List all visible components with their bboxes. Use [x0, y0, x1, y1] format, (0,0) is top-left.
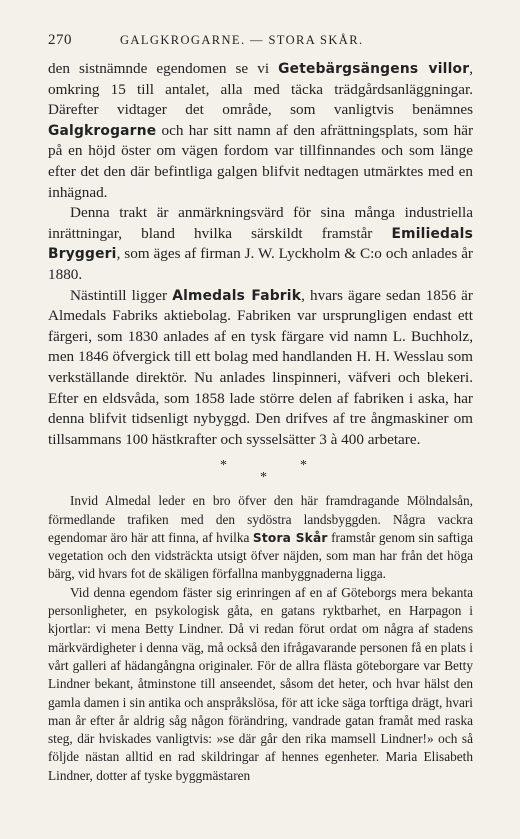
paragraph-text: , som äges af firman J. W. Lyckholm & C:o och anlades år 1880. — [48, 245, 473, 283]
paragraph-text: framstår genom sin saftiga vegetation och den vidsträckta utsigt öfver näjden, som man har från det höga bärg, vid hvars fot de skäligen förfallna manbyggnaderna ligga. — [48, 529, 473, 582]
paragraph — [48, 492, 473, 583]
bold-term: Almedals Fabrik — [172, 287, 302, 304]
bold-term: Getebärgsängens villor — [278, 61, 470, 77]
paragraph-text: och har sitt namn af den afrättningsplats, som här på en höjd öster om vägen fordom var tillfinnandes och som länge efter det den där befintliga galgen blifvit nedtagen utmärktes med en inhägnad. — [48, 121, 473, 201]
bold-term: Galgkrogarne — [48, 122, 157, 139]
paragraph — [48, 584, 473, 785]
small-print-text — [48, 492, 473, 785]
paragraph-text: , omkring 15 till antalet, alla med täcka trädgårdsanläggningar. Därefter vidtager det område, som vanligtvis benämnes — [48, 60, 474, 119]
main-text — [48, 59, 473, 450]
page-header — [48, 32, 473, 49]
paragraph-text: Denna trakt är anmärkningsvärd för sina många industriella inrättningar, bland hvilka särskildt framstår — [48, 204, 473, 242]
asterisk: * — [260, 470, 267, 486]
paragraph — [48, 203, 473, 285]
bold-term: Emiliedals Bryggeri — [48, 225, 473, 263]
paragraph-text: Invid Almedal leder en bro öfver den här framdragande Mölndalsån, förmedlande trafiken med den sydöstra landsbyggden. Några vackra egendomar äro här att finna, af hvilka — [48, 493, 473, 545]
section-divider — [48, 458, 473, 492]
paragraph — [48, 286, 473, 451]
paragraph — [48, 59, 473, 203]
running-title: GALGKROGARNE. — STORA SKÅR. — [120, 33, 364, 47]
asterisk: * — [300, 458, 307, 474]
bold-term: Stora Skår — [252, 530, 328, 545]
paragraph-text: den sistnämnde egendomen se vi — [48, 60, 279, 77]
paragraph-text: Vid denna egendom fäster sig erinringen af en af Göteborgs mera bekanta personligheter, en psykologisk gåta, en gatans ryktbarhet, en Harpagon i kjortlar: vi mena Betty Lindner. Då vi redan förut ordat om några af stadens märkvärdigheter i denna väg, må också den ifrågavarande personen få en plats i vårt galleri af hädangångna originaler. För de allra flästa göteborgare var Betty Lindner bekant, åtminstone till anseendet, såsom det heter, och hvar hälst den gamla damen i sin antika och anspråkslösa, för att icke säga torftiga drägt, hvari man år efter år aldrig såg någon förändring, vandrade gatan framåt med raska steg, där hviskades vanligtvis: »se där går den rika mamsell Lindner!» och så följde nästan alltid en rad skildringar af hennes egenheter. Maria Elisabeth Lindner, dotter af tyske byggmästaren — [48, 584, 473, 783]
book-page — [48, 32, 473, 785]
asterisk: * — [220, 458, 227, 474]
paragraph-text: , hvars ägare sedan 1856 är Almedals Fabriks aktiebolag. Fabriken var ursprungligen endast ett färgeri, som 1830 anlades af en tysk färgare vid namn L. Buchholz, men 1846 öfvergick till ett bolag med handlanden H. H. Wesslau som verkställande direktör. Nu anlades linspinneri, väfveri och blekeri. Efter en eldsvåda, som 1858 lade större delen af fabriken i aska, har denna blifvit tidsenligt nybyggd. Den drifves af tre ångmaskiner om tillsammans 100 hästkrafter och sysselsätter 3 à 400 arbetare. — [48, 286, 473, 448]
page-number: 270 — [48, 32, 72, 48]
paragraph-text: Nästintill ligger — [70, 286, 173, 304]
